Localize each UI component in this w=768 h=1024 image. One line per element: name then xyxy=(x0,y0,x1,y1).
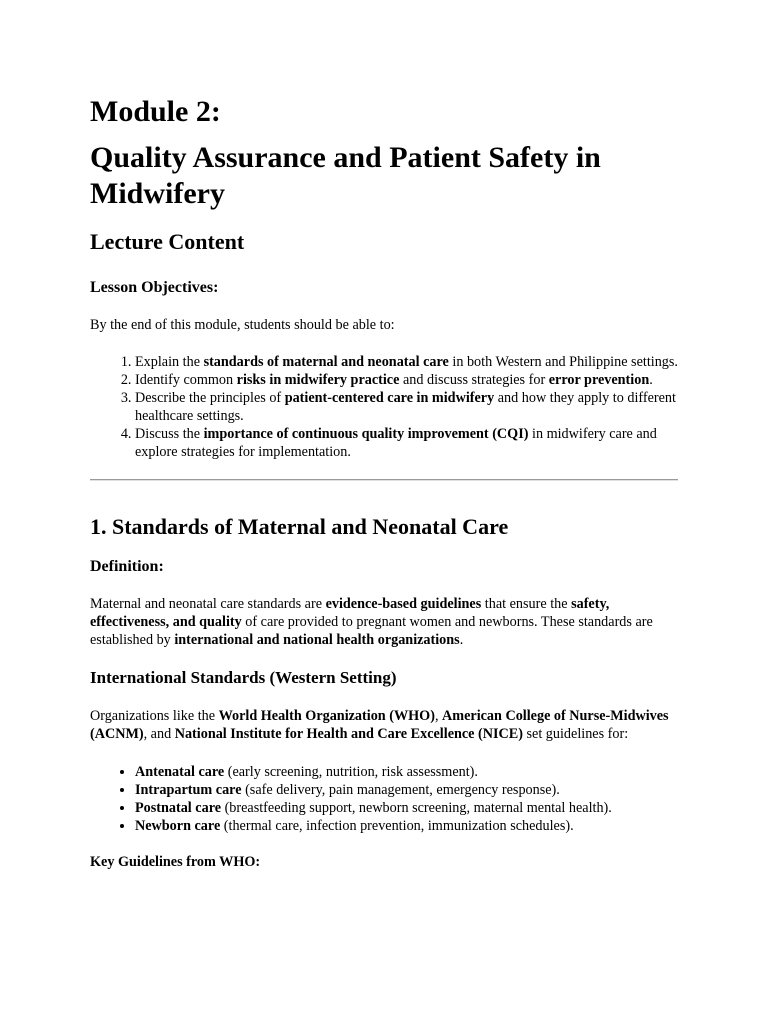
objectives-list xyxy=(90,353,678,461)
definition-heading: Definition: xyxy=(90,558,164,575)
section-divider xyxy=(90,479,678,481)
objective-item: 4. Discuss the importance of continuous quality improvement (CQI) in midwifery care and explore strategies for implementation. xyxy=(135,425,678,461)
objectives-heading: Lesson Objectives: xyxy=(90,279,219,296)
objective-item: 1. Explain the standards of maternal and neonatal care in both Western and Philippine settings. xyxy=(135,353,678,371)
guideline-item: • Intrapartum care (safe delivery, pain management, emergency response). xyxy=(135,781,678,799)
module-label: Module 2: xyxy=(90,95,221,128)
organizations-paragraph: Organizations like the World Health Organization (WHO), American College of Nurse-Midwives (ACNM), and National Institute for Health and Care Excellence (NICE) set guidelines for: xyxy=(90,708,669,742)
objective-item: 2. Identify common risks in midwifery practice and discuss strategies for error prevention. xyxy=(135,371,678,389)
definition-paragraph: Maternal and neonatal care standards are evidence-based guidelines that ensure the safety, effectiveness, and quality of care provided to pregnant women and newborns. These standards are established by international and national health organizations. xyxy=(90,596,653,648)
section-1-heading: 1. Standards of Maternal and Neonatal Care xyxy=(90,514,509,539)
guideline-item: • Postnatal care (breastfeeding support, newborn screening, maternal mental health). xyxy=(135,799,678,817)
care-guidelines-list xyxy=(90,763,678,835)
who-guidelines-heading: Key Guidelines from WHO: xyxy=(90,854,261,870)
guideline-item: • Newborn care (thermal care, infection prevention, immunization schedules). xyxy=(135,817,678,835)
guideline-item: • Antenatal care (early screening, nutrition, risk assessment). xyxy=(135,763,678,781)
lecture-content-heading: Lecture Content xyxy=(90,229,245,254)
international-standards-heading: International Standards (Western Setting) xyxy=(90,668,397,687)
objective-item: 3. Describe the principles of patient-centered care in midwifery and how they apply to different healthcare settings. xyxy=(135,389,678,425)
objectives-intro: By the end of this module, students should be able to: xyxy=(90,317,395,333)
page-title: Quality Assurance and Patient Safety in Midwifery xyxy=(90,141,601,210)
